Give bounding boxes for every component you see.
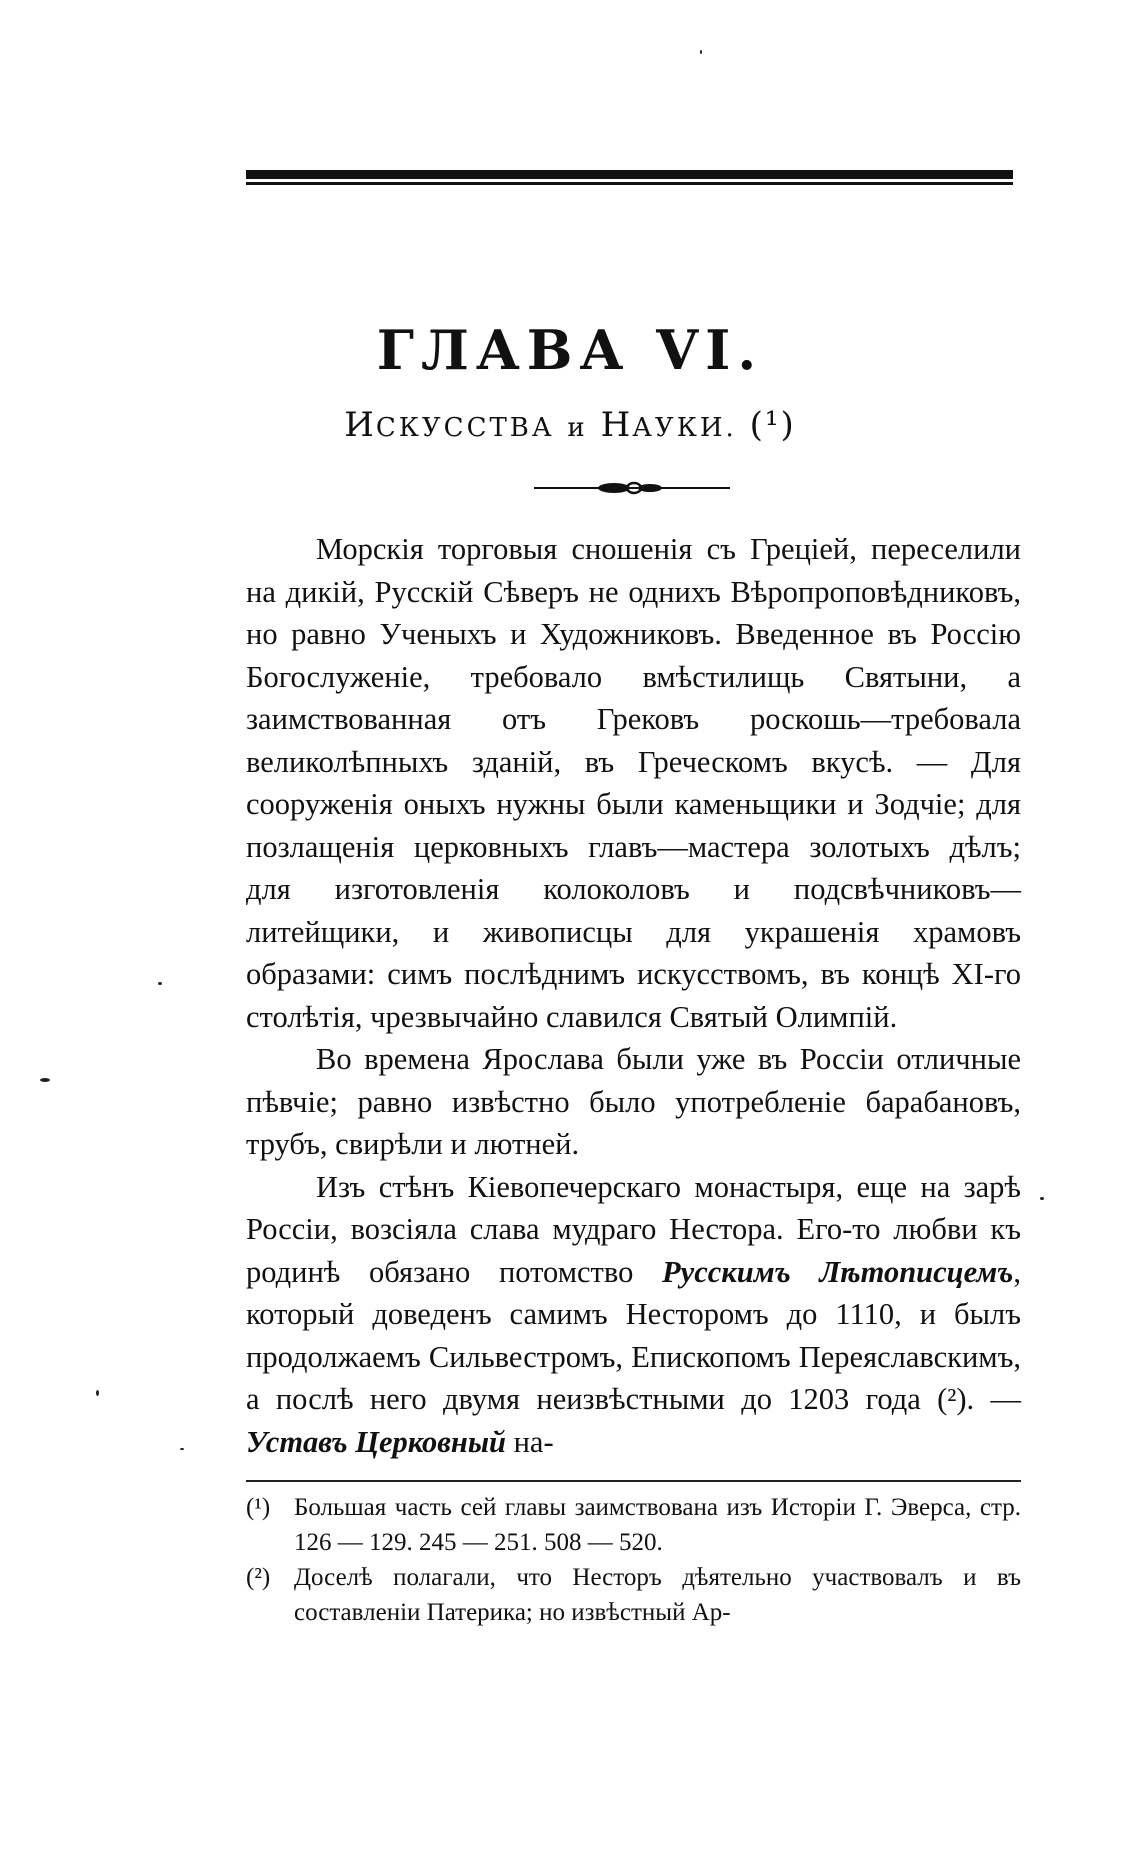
paragraph-3: [246, 1166, 1021, 1464]
scan-speck: [40, 1078, 50, 1082]
footnote-1-mark: (¹): [246, 1494, 271, 1521]
chapter-title: ГЛАВА VI.: [376, 318, 764, 382]
paragraph-3-part-a: Изъ стѣнъ Кіевопечерскаго монастыря, еще на зарѣ Россіи, возсіяла слава мудраго Нестора. Его-то любви къ родинѣ обязано потомство: [246, 1169, 1021, 1289]
footnote-2: [246, 1560, 1021, 1630]
ornament-divider-icon: [534, 478, 730, 498]
subtitle-conjunction: и: [567, 413, 588, 443]
subtitle-initial-1: И: [344, 405, 376, 445]
footnotes: [246, 1490, 1021, 1630]
italic-term-chronicler: Русскимъ Лѣтописцемъ: [662, 1254, 1014, 1289]
paragraph-1: Морскія торговыя сношенія съ Греціей, переселили на дикій, Русскій Сѣверъ не однихъ Вѣропроповѣдниковъ, но равно Ученыхъ и Художниковъ. Введенное въ Россію Богослуженіе, требовало вмѣстилищь Святыни, а заимствованная отъ Грековъ роскошь—требовала великолѣпныхъ зданій, въ Греческомъ вкусѣ. — Для сооруженія оныхъ нужны были каменьщики и Зодчіе; для позлащенія церковныхъ главъ—мастера золотыхъ дѣлъ; для изготовленія колоколовъ и подсвѣчниковъ—литейщики, и живописцы для украшенія храмовъ образами: симъ послѣднимъ искусствомъ, въ концѣ XI-го столѣтія, чрезвычайно славился Святый Олимпій.: [246, 532, 1021, 1034]
scan-speck: [96, 1390, 99, 1396]
subtitle-initial-2: Н: [600, 405, 633, 445]
top-rule-thin: [246, 182, 1013, 185]
subtitle-word-2: АУКИ.: [632, 413, 737, 443]
paragraph-2: Во времена Ярослава были уже въ Россіи отличные пѣвчіе; равно извѣстно было употребленіе барабановъ, трубъ, свирѣли и лютней.: [246, 1042, 1021, 1161]
scan-speck: [180, 1448, 184, 1450]
top-double-rule: [246, 170, 1013, 186]
footnote-2-mark: (²): [246, 1564, 271, 1591]
italic-term-church-statute: Уставъ Церковный: [246, 1424, 506, 1459]
paragraph-3-part-b: , который доведенъ самимъ Несторомъ до 1110, и былъ продолжаемъ Сильвестромъ, Епископомъ Переяславскимъ, а послѣ него двумя неизвѣстными до 1203 года (²). —: [246, 1254, 1021, 1416]
scan-speck: [1040, 1197, 1044, 1200]
footnote-1: [246, 1490, 1021, 1560]
subtitle-footnote-ref: (¹): [749, 405, 796, 445]
paragraph-3-part-c: на-: [505, 1424, 554, 1459]
footnote-separator: [246, 1480, 1021, 1482]
main-text: [246, 528, 1021, 1463]
subtitle-word-1: СКУССТВА: [375, 413, 555, 443]
scan-speck: [700, 50, 702, 54]
footnote-2-text: Доселѣ полагали, что Несторъ дѣятельно участвовалъ и въ составленіи Патерика; но извѣстный Ар-: [294, 1564, 1021, 1626]
chapter-subtitle: [0, 405, 1140, 445]
footnote-1-text: Большая часть сей главы заимствована изъ Исторіи Г. Эверса, стр. 126 — 129. 245 — 251. 508 — 520.: [294, 1494, 1021, 1556]
top-rule-thick: [246, 170, 1013, 179]
scan-speck: [158, 982, 162, 985]
